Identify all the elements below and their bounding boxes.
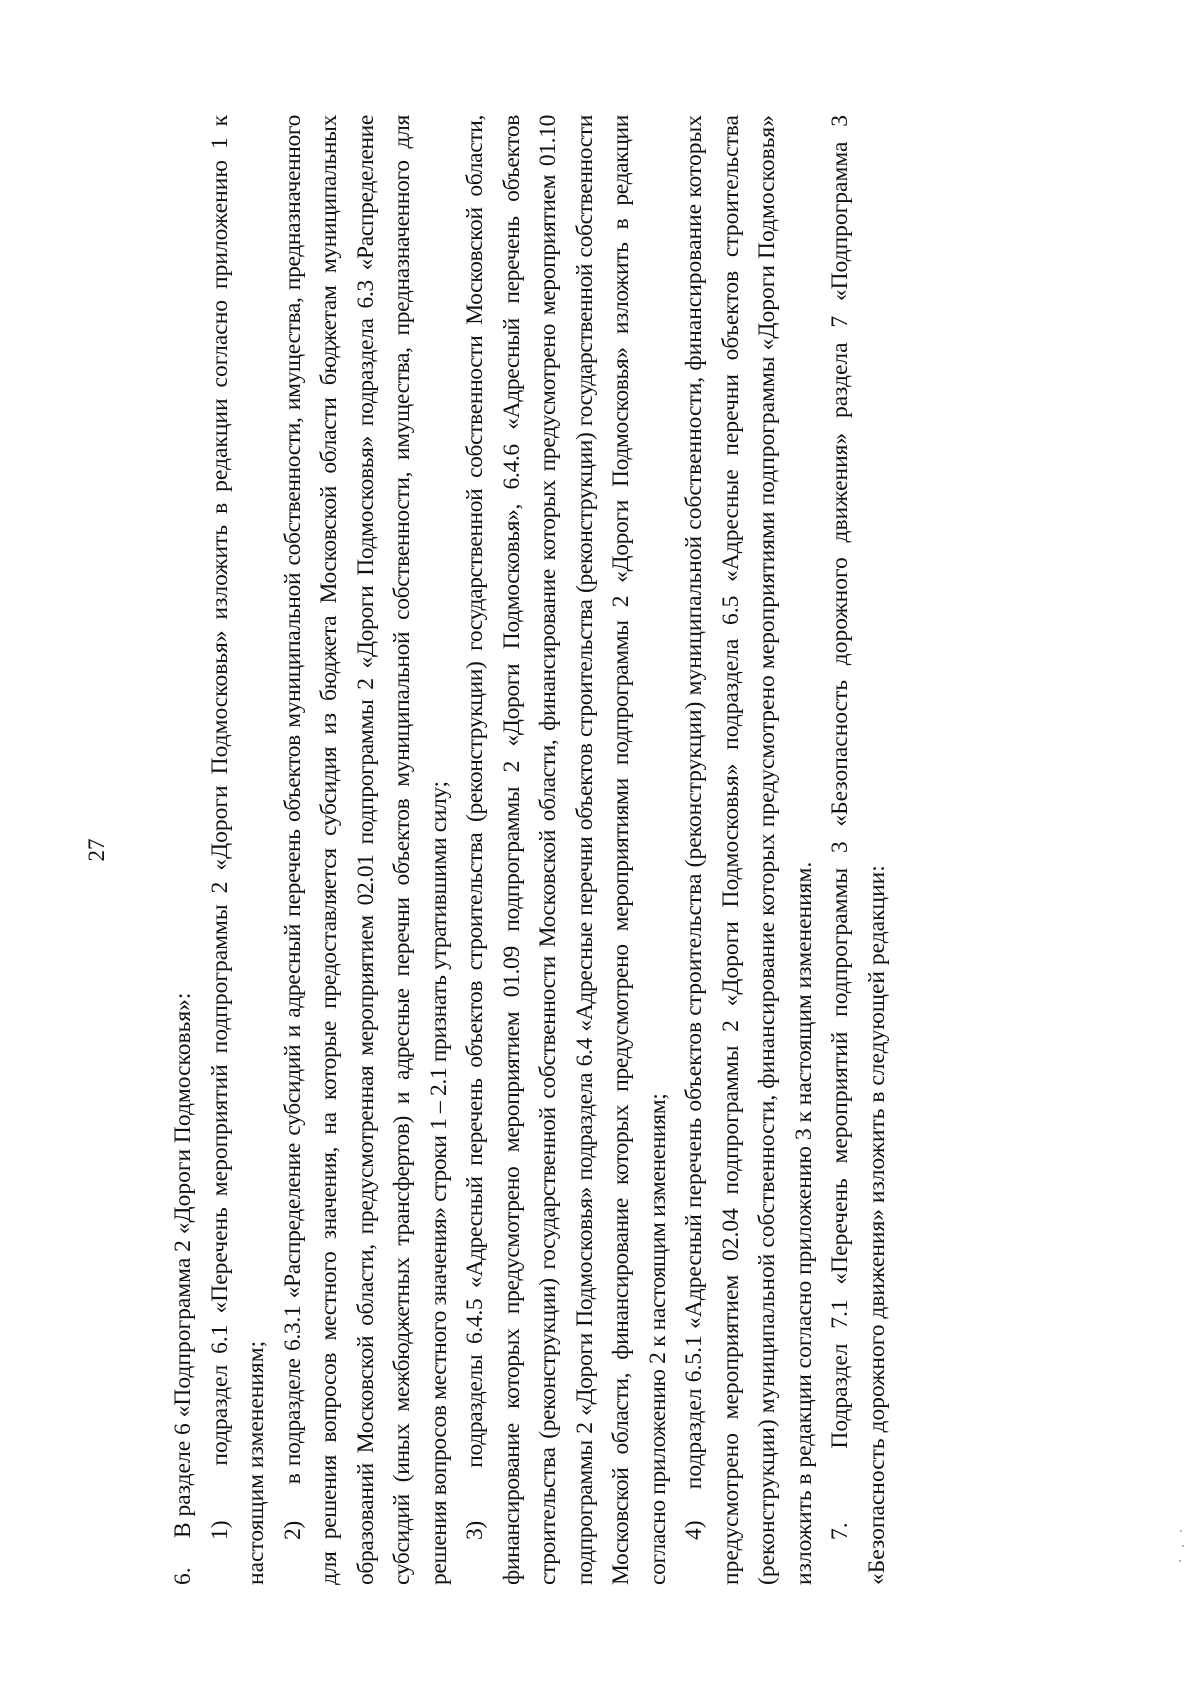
scan-artifact	[1182, 1545, 1184, 1547]
section-7-paragraph: 7. Подраздел 7.1 «Перечень мероприятий подпрограммы 3 «Безопасность дорожного движения» раздела 7 «Подпрограмма 3 «Безопасность дорожного движения» изложить в следующей редакции:	[827, 115, 890, 1585]
scan-artifact	[1179, 1560, 1181, 1562]
section-6-heading: 6. В разделе 6 «Подпрограмма 2 «Дороги Подмосковья»:	[170, 992, 196, 1585]
item-4-paragraph: 4) подраздел 6.5.1 «Адресный перечень объектов строительства (реконструкции) муниципальной собственности, финансирование которых предусмотрено мероприятием 02.04 подпрограммы 2 «Дороги Подмосковья» подраздела 6.5 «Адресные перечни объектов строительства (реконструкции) муниципальной собственности, финансирование которых предусмотрено мероприятиями подпрограммы «Дороги Подмосковья» изложить в редакции согласно приложению 3 к настоящим изменениям.	[681, 115, 817, 1585]
page-number: 27	[84, 838, 109, 862]
rotated-content	[84, 115, 1065, 1585]
document-body	[165, 115, 895, 1585]
item-3-paragraph: 3) подразделы 6.4.5 «Адресный перечень объектов строительства (реконструкции) государственной собственности Московской области, финансирование которых предусмотрено мероприятием 01.09 подпрограммы 2 «Дороги Подмосковья», 6.4.6 «Адресный перечень объектов строительства (реконструкции) государственной собственности Московской области, финансирование которых предусмотрено мероприятием 01.10 подпрограммы 2 «Дороги Подмосковья» подраздела 6.4 «Адресные перечни объектов строительства (реконструкции) государственной собственности Московской области, финансирование которых предусмотрено мероприятиями подпрограммы 2 «Дороги Подмосковья» изложить в редакции согласно приложению 2 к настоящим изменениям;	[462, 115, 671, 1585]
item-2-paragraph: 2) в подразделе 6.3.1 «Распределение субсидий и адресный перечень объектов муниципальной собственности, имущества, предназначенного для решения вопросов местного значения, на которые предоставляется субсидия из бюджета Московской области бюджетам муниципальных образований Московской области, предусмотренная мероприятием 02.01 подпрограммы 2 «Дороги Подмосковья» подраздела 6.3 «Распределение субсидий (иных межбюджетных трансфертов) и адресные перечни объектов муниципальной собственности, имущества, предназначенного для решения вопросов местного значения» строки 1 – 2.1 признать утратившими силу;	[279, 115, 452, 1585]
item-1-paragraph: 1) подраздел 6.1 «Перечень мероприятий подпрограммы 2 «Дороги Подмосковья» изложить в редакции согласно приложению 1 к настоящим изменениям;	[206, 115, 269, 1585]
scan-artifact	[1180, 1530, 1182, 1532]
